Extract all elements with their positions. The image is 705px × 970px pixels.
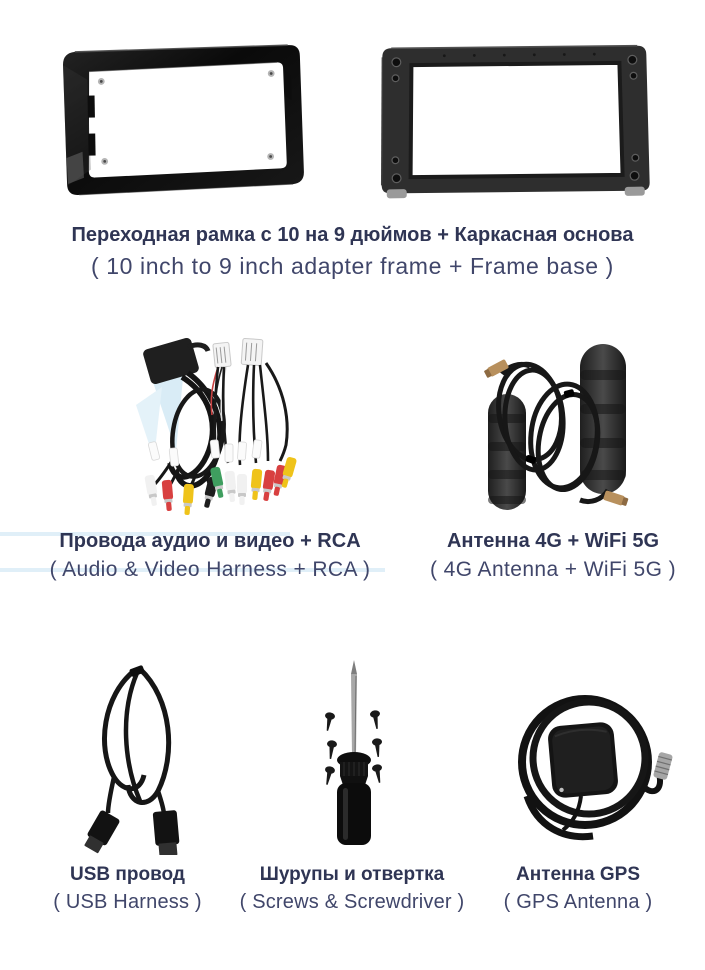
usb-harness-image	[58, 655, 218, 855]
sma-gold-connector	[603, 490, 629, 507]
frames-title-ru: Переходная рамка с 10 на 9 дюймов + Каркасная основа	[71, 224, 634, 246]
gps-title-ru: Антенна GPS	[516, 864, 640, 885]
usb-title-en: ( USB Harness )	[53, 891, 202, 913]
frame-base-image	[370, 39, 660, 203]
usb-plug	[153, 810, 181, 855]
screws-caption	[232, 862, 472, 917]
screws-title-ru: Шурупы и отвертка	[259, 864, 445, 885]
frames-title-en: ( 10 inch to 9 inch adapter frame + Frame base )	[91, 253, 614, 279]
usb-plug	[81, 809, 120, 855]
gps-caption	[468, 862, 688, 917]
usb-caption	[20, 862, 235, 917]
antenna-4g-title-ru: Антенна 4G + WiFi 5G	[446, 530, 660, 552]
gps-puck	[547, 721, 619, 798]
av-harness-rca-image	[118, 333, 323, 528]
antenna-4g-caption	[410, 528, 696, 585]
av-harness-title-en: ( Audio & Video Harness + RCA )	[49, 558, 371, 581]
screws-screwdriver-image	[283, 652, 428, 857]
av-harness-title-ru: Провода аудио и видео + RCA	[59, 530, 361, 552]
adapter-frame-image	[52, 36, 316, 206]
av-harness-caption	[8, 528, 412, 585]
antenna-4g-wifi-image	[468, 330, 643, 522]
gps-antenna-image	[495, 650, 680, 855]
frames-caption	[0, 222, 705, 284]
antenna-4g-title-en: ( 4G Antenna + WiFi 5G )	[430, 558, 676, 581]
usb-title-ru: USB провод	[70, 864, 185, 885]
gps-title-en: ( GPS Antenna )	[503, 891, 653, 913]
screws-title-en: ( Screws & Screwdriver )	[239, 891, 465, 913]
gps-connector	[653, 752, 673, 781]
